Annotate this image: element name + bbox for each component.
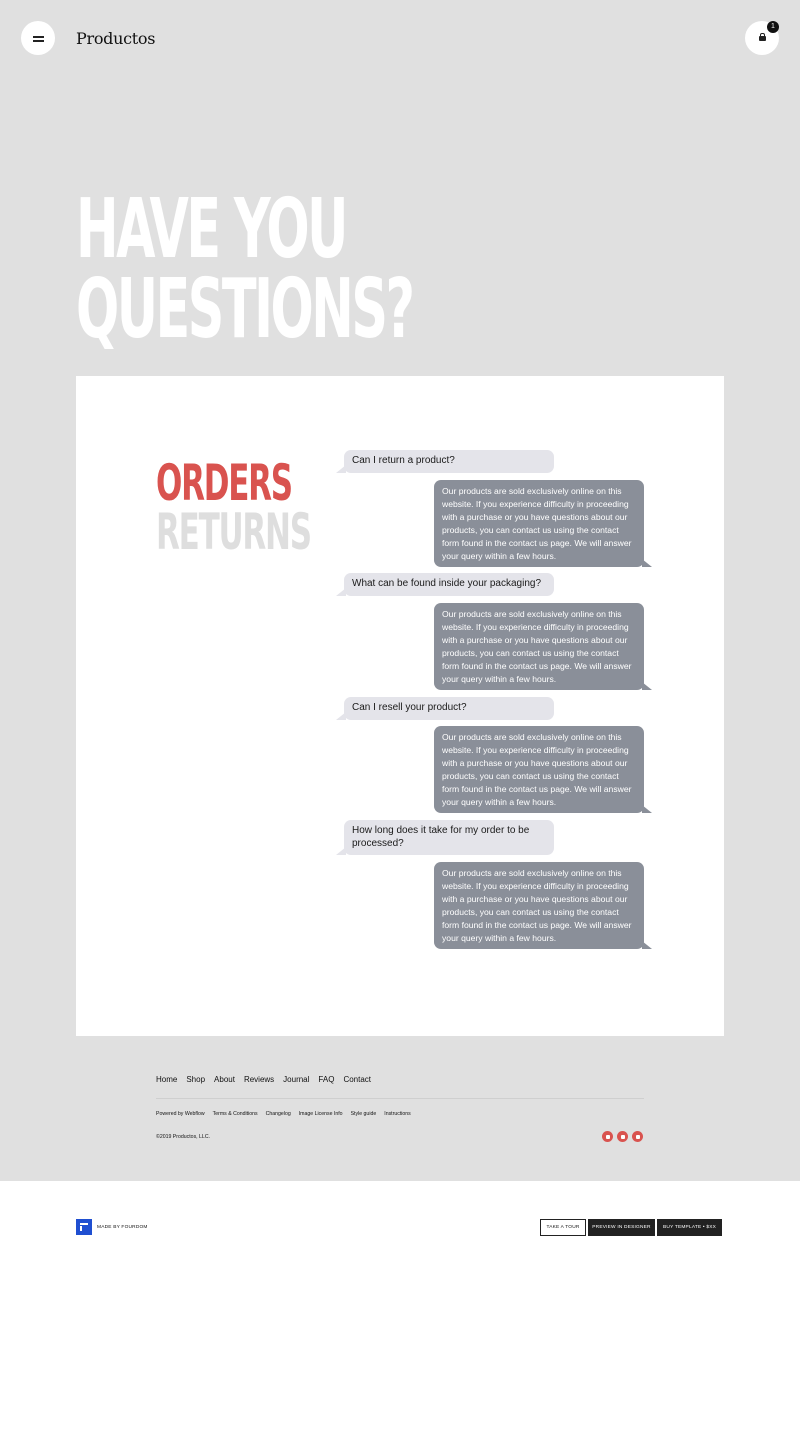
brand-logo[interactable]: Productos (76, 29, 156, 48)
shopping-bag-icon (759, 36, 766, 41)
faq-question[interactable]: What can be found inside your packaging? (344, 573, 554, 596)
medium-icon[interactable] (617, 1131, 628, 1142)
copyright-text: ©2019 Productos, LLC. (156, 1134, 211, 1140)
footer-nav (156, 1075, 371, 1084)
made-by-label[interactable]: MADE BY FOURDOM (97, 1225, 148, 1230)
menu-button[interactable] (21, 21, 55, 55)
buy-template-button[interactable]: BUY TEMPLATE • $XX (657, 1219, 722, 1236)
footer-divider (156, 1098, 644, 1099)
faq-answer: Our products are sold exclusively online on this website. If you experience difficulty in proceeding with a purchase or you have questions about our products, you can contact us using the contact form found in the contact us page. We will answer your query within a few hours. (434, 603, 644, 690)
category-orders[interactable]: ORDERS (156, 454, 292, 512)
category-returns[interactable]: RETURNS (156, 503, 311, 561)
footer-secondary-links (156, 1111, 411, 1117)
page-title (76, 182, 413, 357)
instagram-icon[interactable] (602, 1131, 613, 1142)
footer-link-reviews[interactable]: Reviews (243, 1075, 275, 1084)
faq-question[interactable]: Can I return a product? (344, 450, 554, 473)
faq-answer: Our products are sold exclusively online on this website. If you experience difficulty in proceeding with a purchase or you have questions about our products, you can contact us using the contact form found in the contact us page. We will answer your query within a few hours. (434, 726, 644, 813)
social-links (602, 1131, 643, 1142)
footer-link-instructions[interactable]: Instructions (384, 1111, 411, 1117)
footer-link-faq[interactable]: FAQ (318, 1075, 335, 1084)
page-title-line-2: QUESTIONS? (76, 262, 413, 357)
footer-link-shop[interactable]: Shop (186, 1075, 206, 1084)
footer-link-powered-by[interactable]: Powered by Webflow (156, 1111, 205, 1117)
faq-question[interactable]: Can I resell your product? (344, 697, 554, 720)
hamburger-icon (33, 36, 44, 38)
footer-link-about[interactable]: About (214, 1075, 235, 1084)
footer-link-contact[interactable]: Contact (343, 1075, 372, 1084)
faq-card (76, 376, 724, 1036)
preview-in-designer-button[interactable]: PREVIEW IN DESIGNER (588, 1219, 655, 1236)
footer-link-style-guide[interactable]: Style guide (350, 1111, 377, 1117)
footer-link-home[interactable]: Home (156, 1075, 178, 1084)
faq-answer: Our products are sold exclusively online on this website. If you experience difficulty in proceeding with a purchase or you have questions about our products, you can contact us using the contact form found in the contact us page. We will answer your query within a few hours. (434, 862, 644, 949)
fourdom-logo-icon[interactable] (76, 1219, 92, 1235)
footer-link-image-license[interactable]: Image License Info (298, 1111, 343, 1117)
footer-link-journal[interactable]: Journal (283, 1075, 310, 1084)
twitter-icon[interactable] (632, 1131, 643, 1142)
footer-link-terms[interactable]: Terms & Conditions (212, 1111, 258, 1117)
footer-link-changelog[interactable]: Changelog (265, 1111, 291, 1117)
faq-question[interactable]: How long does it take for my order to be processed? (344, 820, 554, 855)
cart-count-badge: 1 (767, 21, 779, 33)
faq-answer: Our products are sold exclusively online on this website. If you experience difficulty in proceeding with a purchase or you have questions about our products, you can contact us using the contact form found in the contact us page. We will answer your query within a few hours. (434, 480, 644, 567)
page-title-line-1: HAVE YOU (76, 182, 346, 277)
take-tour-button[interactable]: TAKE A TOUR (540, 1219, 586, 1236)
